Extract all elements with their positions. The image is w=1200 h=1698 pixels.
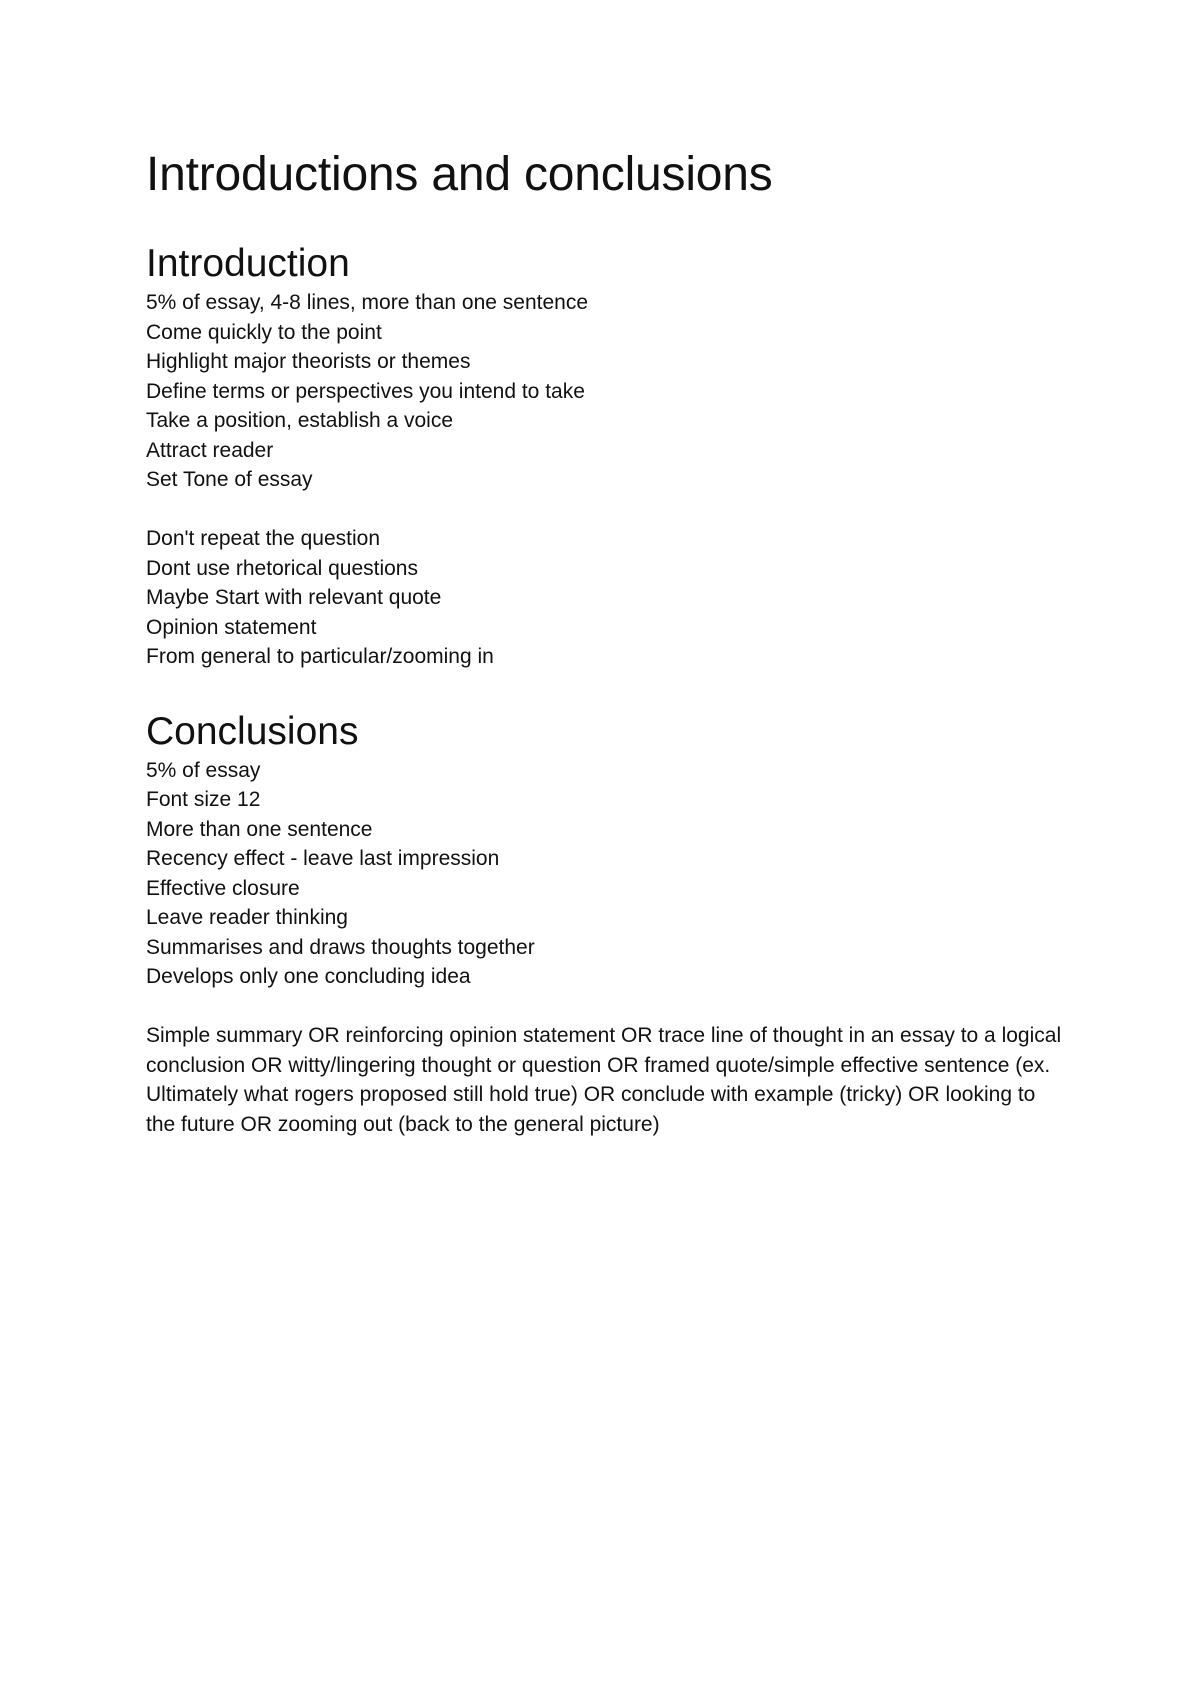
list-item: Recency effect - leave last impression (146, 847, 500, 870)
list-item: Come quickly to the point (146, 320, 382, 344)
list-item: 5% of essay, 4-8 lines, more than one sentence (146, 291, 589, 314)
conclusions-points-list (146, 756, 1066, 992)
list-item: Don't repeat the question (146, 527, 381, 550)
list-item: 5% of essay (146, 758, 261, 782)
list-item: Highlight major theorists or themes (146, 350, 471, 373)
blank-line (146, 495, 1066, 525)
list-item: Take a position, establish a voice (146, 409, 454, 432)
introduction-tips-list (146, 524, 1066, 672)
document-body (146, 142, 1066, 1139)
list-item: Set Tone of essay (146, 468, 313, 491)
list-item: Opinion statement (146, 615, 317, 639)
list-item: Define terms or perspectives you intend to take (146, 379, 585, 403)
introduction-heading: Introduction (146, 242, 350, 285)
conclusions-heading: Conclusions (146, 709, 359, 753)
introduction-points-list (146, 288, 1066, 495)
list-item: Develops only one concluding idea (146, 965, 471, 988)
document-title: Introductions and conclusions (146, 148, 773, 201)
list-item: Effective closure (146, 876, 300, 900)
list-item: More than one sentence (146, 817, 373, 841)
conclusion-options-paragraph: Simple summary OR reinforcing opinion statement OR trace line of thought in an essay to a logical conclusion OR witty/lingering thought or question OR framed quote/simple effective sentence (ex. Ultimately what rogers proposed still hold true) OR conclude with example (tricky) OR looking to the future OR zooming out (back to the general picture) (146, 1024, 1062, 1136)
list-item: Font size 12 (146, 788, 261, 811)
list-item: From general to particular/zooming in (146, 645, 494, 668)
blank-line (146, 992, 1066, 1022)
list-item: Attract reader (146, 438, 274, 462)
list-item: Leave reader thinking (146, 906, 348, 929)
list-item: Summarises and draws thoughts together (146, 935, 535, 959)
list-item: Maybe Start with relevant quote (146, 586, 442, 609)
list-item: Dont use rhetorical questions (146, 556, 418, 580)
